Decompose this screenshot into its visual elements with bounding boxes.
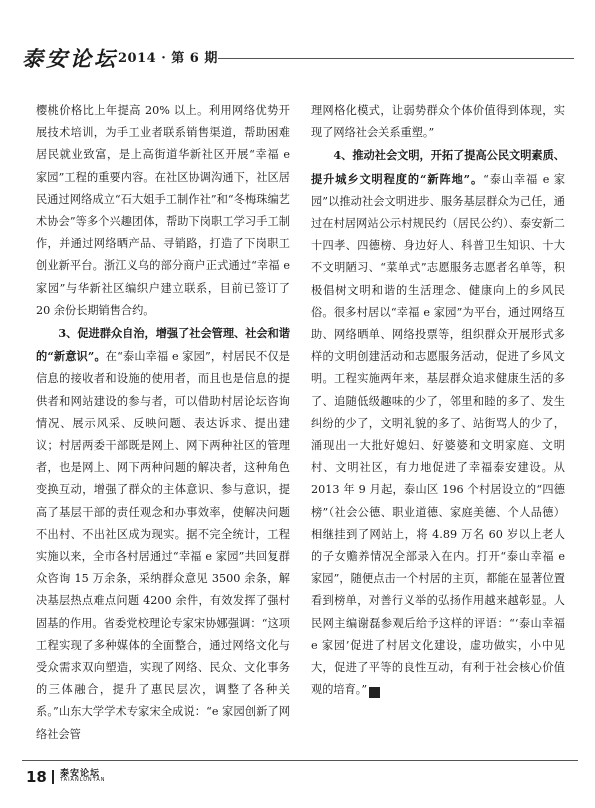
left-column: [36, 100, 290, 746]
page-header: [22, 44, 574, 74]
section-heading: 4、推动社会文明，开拓了提高公民文明素质、提升城乡文明程度的“新阵地”。: [311, 148, 565, 186]
right-column: [311, 100, 565, 701]
page-footer: [22, 760, 582, 786]
paragraph-body: 在“泰山幸福 e 家园”，村居民不仅是信息的接收者和设施的使用者，而且也是信息的提供者和网站建设的参与者，可以借助村居论坛咨询情况、展示风采、反映问题、表达诉求、提出建议；村居两委干部既是网上、网下两种社区的管理者，也是网上、网下两种问题的解决者，这种角色变换互动，增强了群众的主体意识、参与意识，提高了基层干部的责任观念和办事效率，使解决问题不出村、不出社区成为现实。据不完全统计，工程实施以来，全市各村居通过“幸福 e 家园”共回复群众咨询 15 万余条，采纳群众意见 3500 余条，解决基层热点难点问题 4200 余件，有效发挥了强村固基的作用。省委党校理论专家宋协娜强调：“这项工程实现了多种媒体的全面整合，通过网络文化与受众需求双向塑造，实现了网络、民众、文化事务的三体融合，提升了惠民层次，调整了各种关系。”山东大学学术专家宋全成说：“e 家园创新了网络社会管: [36, 350, 290, 741]
end-mark-icon: 囧: [369, 687, 380, 698]
footer-journal-title: 泰安论坛: [60, 769, 101, 779]
footer-journal-pinyin: TAIANLUNTAN: [60, 777, 106, 783]
page-number: 18: [26, 768, 47, 786]
section-heading: 3、促进群众自治，增强了社会管理、社会和谐的“新意识”。: [36, 326, 290, 364]
issue-label: 2014 · 第 6 期: [118, 51, 218, 66]
footer-divider: [52, 770, 54, 784]
paragraph: [311, 144, 565, 701]
journal-logo: 泰安论坛: [22, 46, 118, 71]
header-rule: [218, 58, 574, 59]
paragraph: 樱桃价格比上年提高 20% 以上。利用网络优势开展技术培训，为手工业者联系销售渠道，帮助困难居民就业致富，是上高街道华新社区开展“幸福 e 家园”工程的重要内容。在社区协调沟通下，社区居民通过网络成立“石大姐手工制作社”和“冬梅珠编艺术协会”等多个兴趣团体，帮助下岗职工学习手工制作，并通过网络晒产品、寻销路，打造了下岗职工创业新平台。浙江义乌的部分商户正式通过“幸福 e 家园”与华新社区编织户建立联系，目前已签订了 20 余份长期销售合约。: [36, 104, 290, 317]
paragraph-body: “泰山幸福 e 家园”以推动社会文明进步、服务基层群众为己任，通过在村居网站公示村规民约（居民公约）、泰安新二十四孝、四德榜、身边好人、科普卫生知识、十大不文明陋习、“菜单式”志愿服务志愿者名单等，积极倡树文明和谐的生活理念、健康向上的乡风民俗。很多村居以“幸福 e 家园”为平台，通过网络互助、网络晒单、网络投票等，组织群众开展形式多样的文明创建活动和志愿服务活动，促进了乡风文明。工程实施两年来，基层群众追求健康生活的多了、追随低级趣味的少了，邻里和睦的多了、发生纠纷的少了，文明礼貌的多了、站街骂人的少了，涌现出一大批好媳妇、好婆婆和文明家庭、文明村、文明社区，有力地促进了幸福泰安建设。从 2013 年 9 月起，泰山区 196 个村居设立的“四德榜”（社会公德、职业道德、家庭美德、个人品德）相继挂到了网站上，将 4.89 万名 60 岁以上老人的子女赡养情况全部录入在内。打开“泰山幸福 e 家园”，随便点击一个村居的主页，都能在显著位置看到榜单，对善行义举的弘扬作用越来越彰显。人民网主编谢磊参观后给予这样的评语：“‘泰山幸福 e 家园’促进了村居文化建设，虚功做实，小中见大，促进了平等的良性互动，有利于社会核心价值观的培育。”: [311, 172, 566, 697]
paragraph: 理网格化模式，让弱势群众个体价值得到体现，实现了网络社会关系重塑。”: [311, 104, 565, 140]
footer-rule: [22, 760, 578, 761]
paragraph: [36, 322, 290, 746]
